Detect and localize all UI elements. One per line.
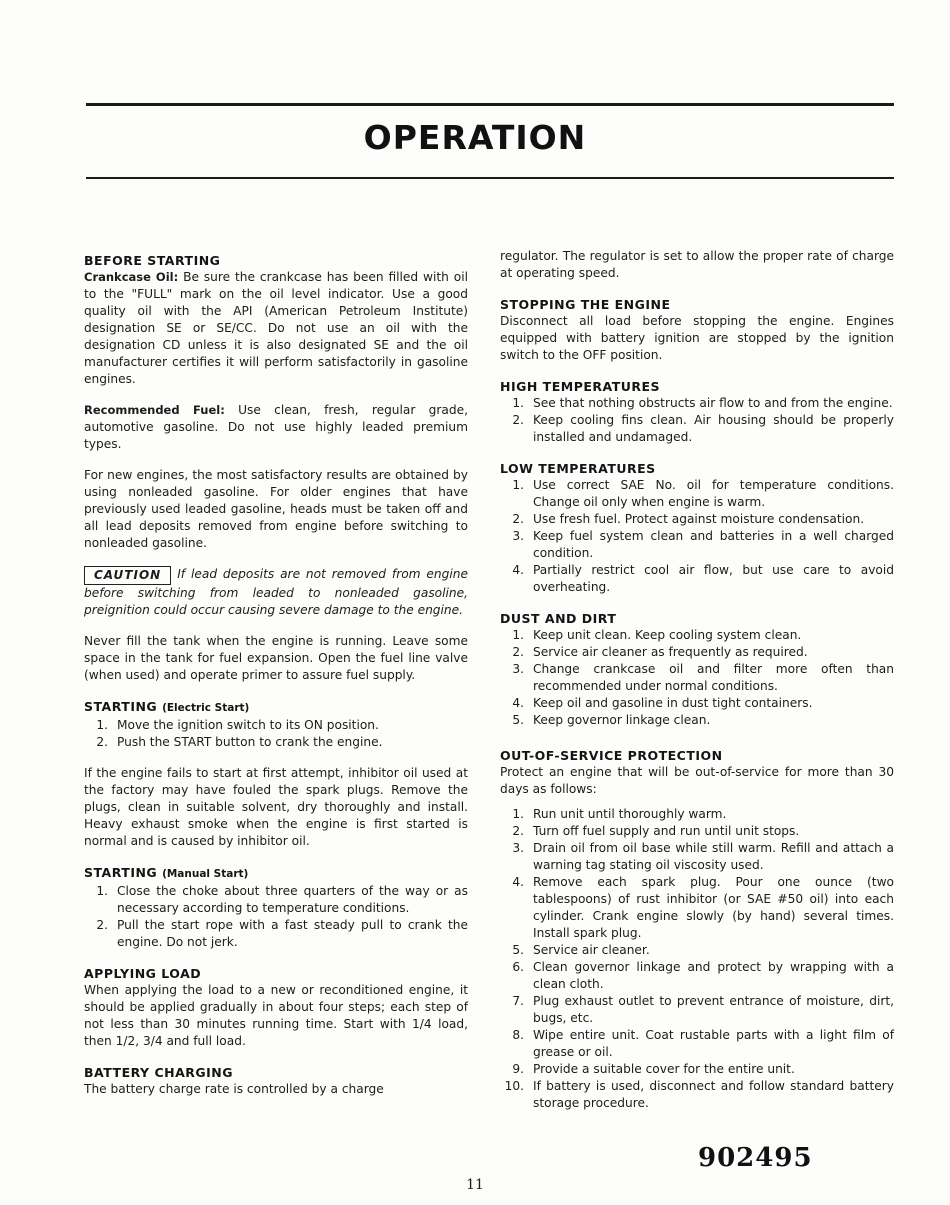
item-number: 1. bbox=[512, 807, 524, 821]
list-item bbox=[500, 874, 894, 942]
out-of-service-intro: Protect an engine that will be out-of-service for more than 30 days as follows: bbox=[500, 765, 894, 796]
item-text: Push the START button to crank the engine. bbox=[117, 735, 383, 749]
item-number: 1. bbox=[96, 884, 108, 898]
item-text: Change crankcase oil and filter more often than recommended under normal conditions. bbox=[533, 662, 894, 693]
top-rule bbox=[86, 103, 894, 106]
item-number: 3. bbox=[512, 841, 524, 855]
high-temperatures-heading: HIGH TEMPERATURES bbox=[500, 379, 661, 394]
item-text: See that nothing obstructs air flow to and from the engine. bbox=[533, 396, 893, 410]
list-item bbox=[500, 395, 894, 412]
left-column bbox=[84, 252, 468, 1098]
list-item bbox=[500, 840, 894, 874]
never-fill-paragraph: Never fill the tank when the engine is running. Leave some space in the tank for fuel expansion. Open the fuel line valve (when used) and operate primer to assure fuel supply. bbox=[84, 634, 468, 682]
list-item bbox=[500, 695, 894, 712]
item-text: Use fresh fuel. Protect against moisture condensation. bbox=[533, 512, 865, 526]
page-title: OPERATION bbox=[363, 118, 587, 157]
list-item bbox=[84, 883, 468, 917]
item-text: Move the ignition switch to its ON position. bbox=[117, 718, 379, 732]
applying-load-heading: APPLYING LOAD bbox=[84, 966, 202, 981]
list-item bbox=[500, 627, 894, 644]
list-item bbox=[84, 734, 468, 751]
crankcase-oil-lead: Crankcase Oil: bbox=[84, 270, 179, 284]
caution-text: If lead deposits are not removed from engine before switching from leaded to nonleaded gasoline, preignition could occur causing severe damage to the engine. bbox=[84, 567, 468, 617]
item-text: Clean governor linkage and protect by wrapping with a clean cloth. bbox=[533, 960, 894, 991]
item-number: 2. bbox=[512, 413, 524, 427]
item-text: Plug exhaust outlet to prevent entrance of moisture, dirt, bugs, etc. bbox=[533, 994, 894, 1025]
item-number: 3. bbox=[512, 662, 524, 676]
list-item bbox=[500, 562, 894, 596]
recommended-fuel-lead: Recommended Fuel: bbox=[84, 403, 225, 417]
item-text: Keep oil and gasoline in dust tight containers. bbox=[533, 696, 813, 710]
item-text: Remove each spark plug. Pour one ounce (two tablespoons) of rust inhibitor (or SAE #50 oil) into each cylinder. Crank engine slowly (by hand) several times. Install spark plug. bbox=[533, 875, 894, 940]
item-text: Keep governor linkage clean. bbox=[533, 713, 711, 727]
starting-electric-sub: (Electric Start) bbox=[162, 702, 250, 714]
list-item bbox=[500, 477, 894, 511]
bottom-rule bbox=[86, 177, 894, 179]
item-text: Keep unit clean. Keep cooling system clean. bbox=[533, 628, 802, 642]
dust-and-dirt-heading: DUST AND DIRT bbox=[500, 611, 617, 626]
list-item bbox=[500, 712, 894, 729]
list-item bbox=[500, 644, 894, 661]
starting-manual-title: STARTING bbox=[84, 865, 158, 880]
recommended-fuel-text: Use clean, fresh, regular grade, automotive gasoline. Do not use highly leaded premium types. bbox=[84, 403, 468, 451]
item-text: Keep cooling fins clean. Air housing should be properly installed and undamaged. bbox=[533, 413, 894, 444]
list-item bbox=[500, 528, 894, 562]
stopping-heading: STOPPING THE ENGINE bbox=[500, 297, 671, 312]
item-text: Wipe entire unit. Coat rustable parts with a light film of grease or oil. bbox=[533, 1028, 894, 1059]
high-temperatures-list bbox=[500, 395, 894, 446]
list-item bbox=[500, 511, 894, 528]
list-item bbox=[500, 661, 894, 695]
item-number: 8. bbox=[512, 1028, 524, 1042]
item-number: 2. bbox=[96, 735, 108, 749]
starting-electric-list bbox=[84, 717, 468, 751]
item-text: Pull the start rope with a fast steady pull to crank the engine. Do not jerk. bbox=[117, 918, 468, 949]
list-item bbox=[500, 993, 894, 1027]
starting-manual-list bbox=[84, 883, 468, 951]
item-number: 4. bbox=[512, 563, 524, 577]
dust-and-dirt-list bbox=[500, 627, 894, 729]
item-number: 7. bbox=[512, 994, 524, 1008]
item-number: 4. bbox=[512, 875, 524, 889]
item-text: Provide a suitable cover for the entire unit. bbox=[533, 1062, 795, 1076]
new-engines-paragraph: For new engines, the most satisfactory results are obtained by using nonleaded gasoline. For older engines that have previously used leaded gasoline, heads must be taken off and all lead deposits removed from engine before switching to nonleaded gasoline. bbox=[84, 468, 468, 550]
crankcase-oil-text: Be sure the crankcase has been filled with oil to the "FULL" mark on the oil level indicator. Use a good quality oil with the API (American Petroleum Institute) designation SE or SE/CC. Do not use an oil with the designation CD unless it is also designated SE and the oil manufacturer certifies it will perform satisfactorily in gasoline engines. bbox=[84, 270, 468, 386]
item-text: Use correct SAE No. oil for temperature conditions. Change oil only when engine is warm. bbox=[533, 478, 894, 509]
item-number: 2. bbox=[96, 918, 108, 932]
item-text: Turn off fuel supply and run until unit stops. bbox=[533, 824, 800, 838]
list-item bbox=[84, 917, 468, 951]
fails-to-start-paragraph: If the engine fails to start at first attempt, inhibitor oil used at the factory may have fouled the spark plugs. Remove the plugs, clean in suitable solvent, dry thoroughly and install. Heavy exhaust smoke when the engine is first started is normal and is caused by inhibitor oil. bbox=[84, 766, 468, 848]
item-number: 9. bbox=[512, 1062, 524, 1076]
item-text: Run unit until thoroughly warm. bbox=[533, 807, 727, 821]
item-number: 1. bbox=[512, 396, 524, 410]
item-text: If battery is used, disconnect and follow standard battery storage procedure. bbox=[533, 1079, 894, 1110]
item-text: Service air cleaner as frequently as required. bbox=[533, 645, 808, 659]
starting-electric-heading bbox=[84, 698, 468, 717]
item-text: Drain oil from oil base while still warm. Refill and attach a warning tag stating oil viscosity used. bbox=[533, 841, 894, 872]
item-number: 4. bbox=[512, 696, 524, 710]
item-number: 2. bbox=[512, 824, 524, 838]
list-item bbox=[84, 717, 468, 734]
low-temperatures-list bbox=[500, 477, 894, 596]
item-number: 2. bbox=[512, 512, 524, 526]
item-text: Close the choke about three quarters of the way or as necessary according to temperature conditions. bbox=[117, 884, 468, 915]
stopping-paragraph: Disconnect all load before stopping the engine. Engines equipped with battery ignition are stopped by the ignition switch to the OFF position. bbox=[500, 314, 894, 362]
item-number: 5. bbox=[512, 713, 524, 727]
out-of-service-list bbox=[500, 806, 894, 1112]
list-item bbox=[500, 942, 894, 959]
item-number: 5. bbox=[512, 943, 524, 957]
item-number: 1. bbox=[96, 718, 108, 732]
list-item bbox=[500, 959, 894, 993]
out-of-service-heading: OUT-OF-SERVICE PROTECTION bbox=[500, 748, 723, 763]
document-stamp-number: 902495 bbox=[698, 1143, 813, 1173]
recommended-fuel-paragraph bbox=[84, 402, 468, 453]
list-item bbox=[500, 1078, 894, 1112]
list-item bbox=[500, 1061, 894, 1078]
item-number: 6. bbox=[512, 960, 524, 974]
list-item bbox=[500, 806, 894, 823]
item-text: Partially restrict cool air flow, but use care to avoid overheating. bbox=[533, 563, 894, 594]
item-text: Service air cleaner. bbox=[533, 943, 650, 957]
item-number: 2. bbox=[512, 645, 524, 659]
battery-charging-continued: regulator. The regulator is set to allow the proper rate of charge at operating speed. bbox=[500, 249, 894, 280]
list-item bbox=[500, 823, 894, 840]
list-item bbox=[500, 1027, 894, 1061]
page-number: 11 bbox=[466, 1177, 484, 1193]
battery-charging-paragraph: The battery charge rate is controlled by a charge bbox=[84, 1082, 384, 1096]
starting-manual-heading bbox=[84, 864, 468, 883]
crankcase-oil-paragraph bbox=[84, 269, 468, 388]
low-temperatures-heading: LOW TEMPERATURES bbox=[500, 461, 656, 476]
starting-electric-title: STARTING bbox=[84, 699, 158, 714]
right-column bbox=[500, 248, 894, 1112]
item-number: 10. bbox=[504, 1079, 524, 1093]
list-item bbox=[500, 412, 894, 446]
before-starting-heading: BEFORE STARTING bbox=[84, 253, 221, 268]
starting-manual-sub: (Manual Start) bbox=[162, 868, 249, 880]
applying-load-paragraph: When applying the load to a new or reconditioned engine, it should be applied gradually in about four steps; each step of not less than 30 minutes running time. Start with 1/4 load, then 1/2, 3/4 and full load. bbox=[84, 983, 468, 1048]
item-number: 3. bbox=[512, 529, 524, 543]
item-number: 1. bbox=[512, 478, 524, 492]
caution-label: CAUTION bbox=[84, 566, 171, 585]
caution-paragraph bbox=[84, 566, 468, 619]
item-text: Keep fuel system clean and batteries in a well charged condition. bbox=[533, 529, 894, 560]
battery-charging-heading: BATTERY CHARGING bbox=[84, 1065, 234, 1080]
item-number: 1. bbox=[512, 628, 524, 642]
